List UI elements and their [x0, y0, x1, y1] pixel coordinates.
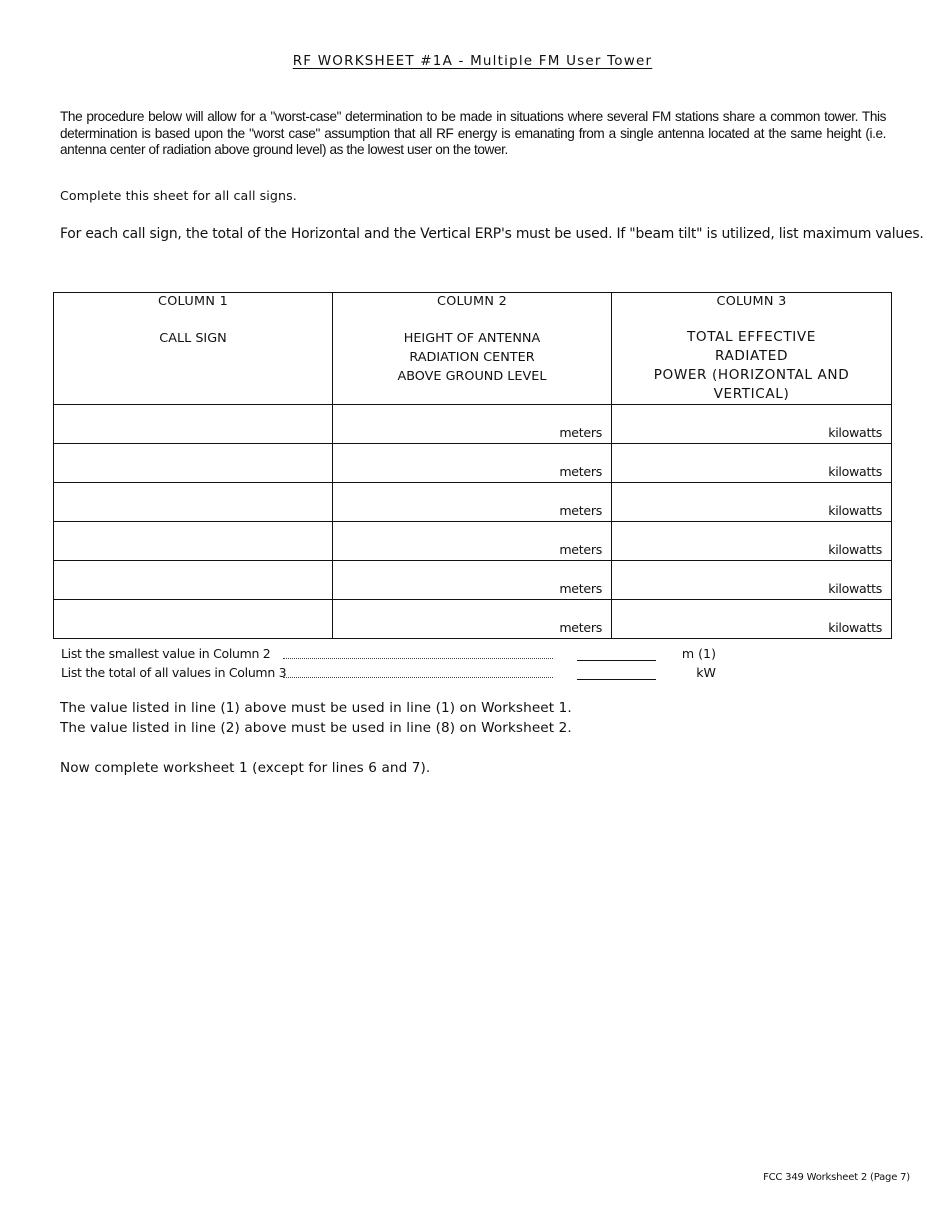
column-label [612, 328, 891, 404]
unit-label: kilowatts [828, 542, 882, 557]
note-line-1: The value listed in line (1) above must be used in line (1) on Worksheet 1. [60, 700, 572, 716]
worksheet-title: RF WORKSHEET #1A - Multiple FM User Tower [292, 53, 653, 69]
erp-cell[interactable] [612, 600, 892, 639]
erp-cell[interactable] [612, 444, 892, 483]
column-label: CALL SIGN [159, 331, 227, 346]
label-line: TOTAL EFFECTIVE RADIATED [687, 329, 816, 364]
call-sign-cell[interactable] [54, 522, 333, 561]
total-value-label: List the total of all values in Column 3 [61, 665, 287, 680]
call-sign-table [53, 292, 892, 639]
height-cell[interactable] [333, 483, 612, 522]
unit-label: meters [559, 464, 602, 479]
table-row [54, 405, 892, 444]
leader-dots [283, 677, 553, 678]
column-label [333, 329, 611, 386]
smallest-value-label: List the smallest value in Column 2 [61, 646, 271, 661]
label-line: RADIATION CENTER [409, 350, 535, 365]
table-row [54, 600, 892, 639]
note-line-2: The value listed in line (2) above must be used in line (8) on Worksheet 2. [60, 720, 572, 736]
column-number: COLUMN 3 [716, 294, 787, 309]
column-3-header [612, 293, 892, 405]
total-value-unit: kW [696, 665, 716, 680]
label-line: ABOVE GROUND LEVEL [397, 369, 547, 384]
unit-label: kilowatts [828, 581, 882, 596]
label-line: POWER (HORIZONTAL AND [653, 367, 850, 383]
note-complete-worksheet: Now complete worksheet 1 (except for lines 6 and 7). [60, 760, 431, 776]
height-cell[interactable] [333, 600, 612, 639]
leader-dots [283, 658, 553, 659]
column-number: COLUMN 2 [436, 294, 508, 309]
page-footer: FCC 349 Worksheet 2 (Page 7) [763, 1172, 910, 1183]
table-row [54, 522, 892, 561]
unit-label: kilowatts [828, 620, 882, 635]
unit-label: meters [559, 620, 602, 635]
erp-cell[interactable] [612, 483, 892, 522]
height-cell[interactable] [333, 561, 612, 600]
table-row [54, 444, 892, 483]
height-cell[interactable] [333, 405, 612, 444]
column-number: COLUMN 1 [157, 294, 229, 309]
table-body [54, 405, 892, 639]
complete-instruction: Complete this sheet for all call signs. [60, 188, 297, 203]
erp-cell[interactable] [612, 561, 892, 600]
label-line: VERTICAL) [713, 386, 790, 402]
unit-label: kilowatts [828, 464, 882, 479]
call-sign-cell[interactable] [54, 600, 333, 639]
unit-label: meters [559, 581, 602, 596]
unit-label: kilowatts [828, 503, 882, 518]
call-sign-cell[interactable] [54, 483, 333, 522]
table-row [54, 483, 892, 522]
each-call-sign-instruction: For each call sign, the total of the Horizontal and the Vertical ERP's must be used. If "beam tilt" is utilized, list maximum values. [60, 226, 924, 242]
unit-label: meters [559, 542, 602, 557]
smallest-value-unit: m (1) [681, 646, 716, 661]
call-sign-cell[interactable] [54, 405, 333, 444]
label-line: HEIGHT OF ANTENNA [403, 331, 541, 346]
column-2-header [333, 293, 612, 405]
call-sign-cell[interactable] [54, 444, 333, 483]
height-cell[interactable] [333, 444, 612, 483]
unit-label: kilowatts [828, 425, 882, 440]
height-cell[interactable] [333, 522, 612, 561]
call-sign-cell[interactable] [54, 561, 333, 600]
table-row [54, 561, 892, 600]
intro-paragraph: The procedure below will allow for a "worst-case" determination to be made in situations where several FM stations share a common tower. This determination is based upon the "worst case" assumption that all RF energy is emanating from a single antenna located at the same height (i.e. antenna center of radiation above ground level) as the lowest user on the tower. [60, 109, 886, 157]
table-header-row [54, 293, 892, 405]
unit-label: meters [559, 503, 602, 518]
column-1-header [54, 293, 333, 405]
unit-label: meters [559, 425, 602, 440]
erp-cell[interactable] [612, 405, 892, 444]
erp-cell[interactable] [612, 522, 892, 561]
